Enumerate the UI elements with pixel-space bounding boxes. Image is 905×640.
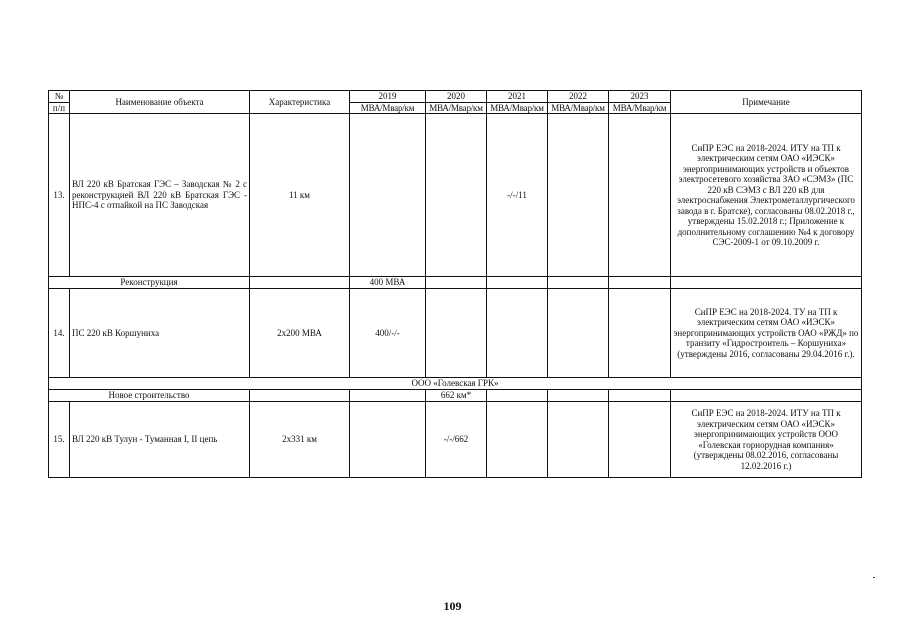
value-2021 xyxy=(487,402,548,478)
header-year-2023: 2023 xyxy=(609,91,671,103)
investment-table xyxy=(48,90,862,478)
header-note: Примечание xyxy=(671,91,862,114)
value-2022 xyxy=(548,114,609,277)
header-year-2019: 2019 xyxy=(350,91,426,103)
note: СиПР ЕЭС на 2018-2024. ИТУ на ТП к электрическим сетям ОАО «ИЭСК» энергопринимающих устройств ООО «Голевская горнорудная компания» (утверждены 08.02.2016, согласованы 12.02.2016 г.) xyxy=(671,402,862,478)
header-object-name: Наименование объекта xyxy=(70,91,250,114)
section-label: Реконструкция xyxy=(49,277,250,289)
section-label: Новое строительство xyxy=(49,390,250,402)
header-num: № xyxy=(49,91,70,103)
section-row xyxy=(49,390,862,402)
section-empty xyxy=(250,390,350,402)
section-empty xyxy=(426,277,487,289)
section-empty xyxy=(609,390,671,402)
value-2023 xyxy=(609,402,671,478)
value-2020 xyxy=(426,289,487,378)
header-characteristic: Характеристика xyxy=(250,91,350,114)
value-2022 xyxy=(548,289,609,378)
object-name: ВЛ 220 кВ Братская ГЭС – Заводская № 2 с реконструкцией ВЛ 220 кВ Братская ГЭС - НПС-4 с отпайкой на ПС Заводская xyxy=(70,114,250,277)
row-number: 14. xyxy=(49,289,70,378)
characteristic: 2х331 км xyxy=(250,402,350,478)
scan-speck xyxy=(873,577,875,578)
header-unit-2023: МВА/Мвар/км xyxy=(609,102,671,114)
header-unit-2019: МВА/Мвар/км xyxy=(350,102,426,114)
section-empty xyxy=(548,390,609,402)
section-empty xyxy=(671,277,862,289)
value-2023 xyxy=(609,289,671,378)
table-row xyxy=(49,289,862,378)
value-2019: 400/-/- xyxy=(350,289,426,378)
value-2022 xyxy=(548,402,609,478)
table-row xyxy=(49,402,862,478)
section-empty xyxy=(487,390,548,402)
header-year-2021: 2021 xyxy=(487,91,548,103)
header-unit-2020: МВА/Мвар/км xyxy=(426,102,487,114)
characteristic: 2х200 МВА xyxy=(250,289,350,378)
section-empty xyxy=(671,390,862,402)
section-empty xyxy=(250,277,350,289)
object-name: ПС 220 кВ Коршуниха xyxy=(70,289,250,378)
section-empty xyxy=(609,277,671,289)
value-2019 xyxy=(350,114,426,277)
section-row xyxy=(49,277,862,289)
value-2020 xyxy=(426,114,487,277)
page-number: 109 xyxy=(443,599,462,613)
section-empty xyxy=(548,277,609,289)
section-total: 400 МВА xyxy=(350,277,426,289)
company-label: ООО «Голевская ГРК» xyxy=(49,378,862,390)
section-empty xyxy=(487,277,548,289)
header-row-years xyxy=(49,91,862,103)
note: СиПР ЕЭС на 2018-2024. ИТУ на ТП к электрическим сетям ОАО «ИЭСК» энергопринимающих устройств и объектов электросетевого хозяйства ЗАО «СЭМЗ» (ПС 220 кВ СЭМЗ с ВЛ 220 кВ для электроснабжения Электрометаллургического завода в г. Братске), согласованы 08.02.2018 г., утверждены 15.02.2018 г.; Приложение к дополнительному соглашению №4 к договору СЭС-2009-1 от 09.10.2009 г. xyxy=(671,114,862,277)
value-2021: -/-/11 xyxy=(487,114,548,277)
header-year-2022: 2022 xyxy=(548,91,609,103)
row-number: 15. xyxy=(49,402,70,478)
value-2023 xyxy=(609,114,671,277)
section-total: 662 км* xyxy=(426,390,487,402)
header-num-sub: п/п xyxy=(49,102,70,114)
header-unit-2022: МВА/Мвар/км xyxy=(548,102,609,114)
table-row xyxy=(49,114,862,277)
header-unit-2021: МВА/Мвар/км xyxy=(487,102,548,114)
section-empty xyxy=(350,390,426,402)
object-name: ВЛ 220 кВ Тулун - Туманная I, II цепь xyxy=(70,402,250,478)
value-2021 xyxy=(487,289,548,378)
company-row xyxy=(49,378,862,390)
value-2019 xyxy=(350,402,426,478)
value-2020: -/-/662 xyxy=(426,402,487,478)
header-year-2020: 2020 xyxy=(426,91,487,103)
note: СиПР ЕЭС на 2018-2024. ТУ на ТП к электрическим сетям ОАО «ИЭСК» энергопринимающих устройств ОАО «РЖД» по транзиту «Гидростроитель – Коршуниха» (утверждены 2016, согласованы 29.04.2016 г.). xyxy=(671,289,862,378)
row-number: 13. xyxy=(49,114,70,277)
characteristic: 11 км xyxy=(250,114,350,277)
